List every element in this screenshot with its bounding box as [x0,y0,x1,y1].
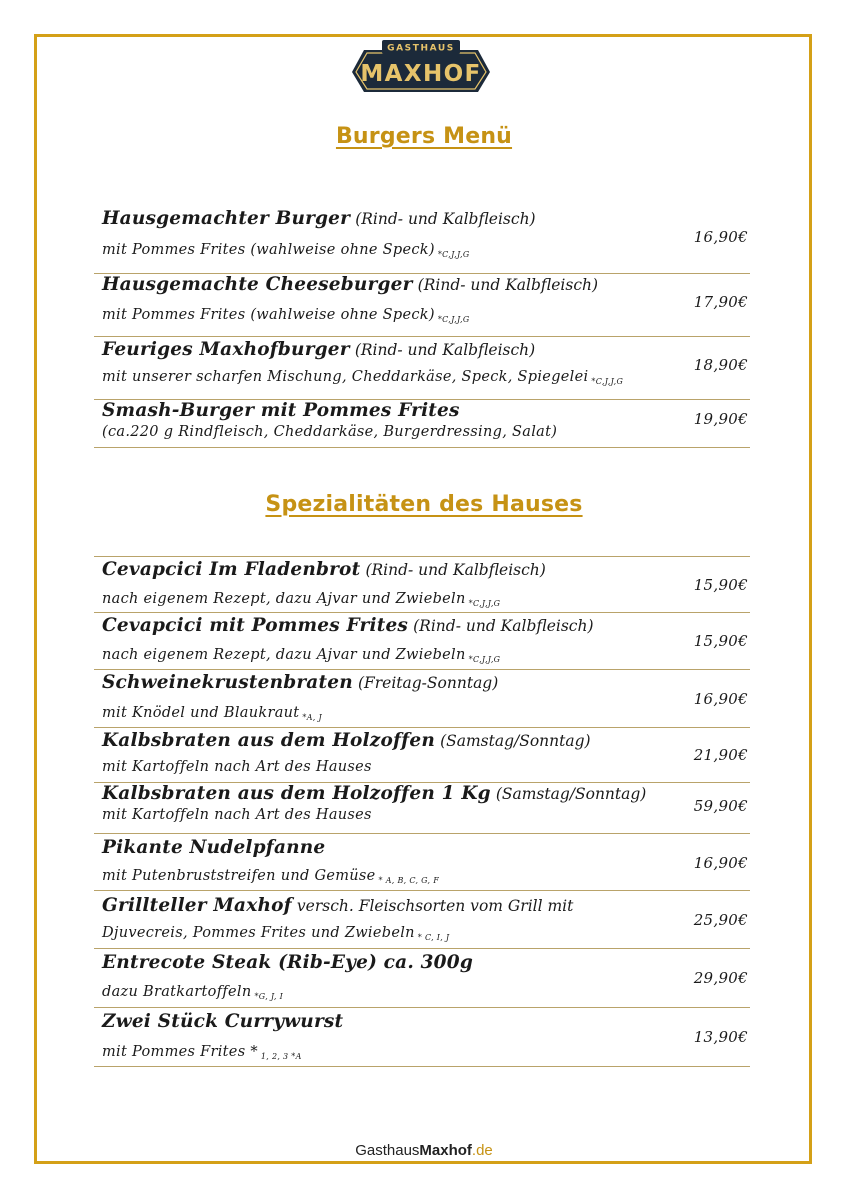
item-description-line [102,647,500,664]
item-description-line [102,759,372,775]
menu-item [94,728,750,783]
item-description-line [102,705,322,722]
item-description: mit Kartoffeln nach Art des Hauses [102,759,372,775]
item-title-line [102,615,594,636]
item-note: (Rind- und Kalbfleisch) [365,561,546,579]
item-price: 21,90€ [693,746,748,764]
item-name: Kalbsbraten aus dem Holzoffen [102,730,435,751]
item-description: mit Knödel und Blaukraut [102,705,300,721]
item-title-line [102,672,498,693]
item-price: 15,90€ [693,576,748,594]
item-allergens: *A, J [302,713,322,722]
item-name: Entrecote Steak (Rib-Eye) ca. 300g [102,952,473,973]
item-name: Pikante Nudelpfanne [102,837,326,858]
item-description: dazu Bratkartoffeln [102,984,252,1000]
item-name: Grillteller Maxhof [102,895,292,916]
item-description: mit Putenbruststreifen und Gemüse [102,868,376,884]
menu-item [94,670,750,728]
menu-item [94,834,750,891]
item-title-line [102,274,598,295]
item-price: 15,90€ [693,632,748,650]
item-price: 25,90€ [693,911,748,929]
menu-item [94,891,750,949]
item-description: mit Pommes Frites * [102,1044,258,1060]
item-description-line [102,369,623,386]
item-note: (Samstag/Sonntag) [440,732,591,750]
item-name: Cevapcici mit Pommes Frites [102,615,409,636]
item-allergens: *C,J,J,G [437,250,470,259]
item-description: mit Pommes Frites (wahlweise ohne Speck) [102,307,435,323]
item-name: Hausgemachte Cheeseburger [102,274,413,295]
item-name: Smash-Burger mit Pommes Frites [102,400,460,421]
footer-tld: .de [471,1142,493,1159]
item-title-line [102,559,546,580]
item-name: Zwei Stück Currywurst [102,1011,344,1032]
website-footer[interactable] [0,1142,848,1159]
item-price: 17,90€ [693,293,748,311]
item-description-line [102,307,470,324]
item-allergens: * A, B, C, G, F [378,876,440,885]
menu-item [94,206,750,274]
menu-item [94,400,750,448]
item-description-line [102,591,500,608]
menu-item [94,783,750,834]
item-title-line [102,400,460,421]
menu-item [94,613,750,670]
item-allergens: *C,J,J,G [591,377,624,386]
footer-gasthaus: Gasthaus [355,1142,420,1159]
item-title-line [102,730,591,751]
item-title-line [102,783,646,804]
item-title-line [102,339,535,360]
item-allergens: *C,J,J,G [437,315,470,324]
item-price: 18,90€ [693,356,748,374]
item-description: nach eigenem Rezept, dazu Ajvar und Zwiebeln [102,647,466,663]
item-title-line [102,952,473,973]
item-description-line [102,984,283,1001]
item-description-line [102,925,449,942]
item-price: 16,90€ [693,690,748,708]
menu-item [94,949,750,1008]
item-description-line [102,807,372,823]
item-price: 29,90€ [693,969,748,987]
item-description-line [102,424,557,440]
item-name: Schweinekrustenbraten [102,672,353,693]
item-note: (Rind- und Kalbfleisch) [354,341,536,359]
item-description: mit Pommes Frites (wahlweise ohne Speck) [102,242,435,258]
item-description: nach eigenem Rezept, dazu Ajvar und Zwiebeln [102,591,466,607]
item-price: 19,90€ [693,410,748,428]
item-title-line [102,1011,343,1032]
item-price: 16,90€ [693,228,748,246]
item-allergens: 1, 2, 3 *A [260,1052,302,1061]
item-title-line [102,895,573,916]
item-description-line [102,242,470,259]
item-description: (ca.220 g Rindfleisch, Cheddarkäse, Burgerdressing, Salat) [102,424,558,440]
maxhof-logo [348,38,494,94]
item-description: mit unserer scharfen Mischung, Cheddarkäse, Speck, Spiegelei [102,369,589,385]
item-allergens: * C, I, J [417,933,450,942]
item-title-line [102,208,536,229]
footer-maxhof: Maxhof [419,1142,472,1159]
item-description: Djuvecreis, Pommes Frites und Zwiebeln [102,925,415,941]
burgers-title: Burgers Menü [335,124,513,149]
item-description-line [102,1044,302,1061]
menu-item [94,274,750,337]
item-allergens: *G, J, I [254,992,284,1001]
item-name: Cevapcici Im Fladenbrot [102,559,361,580]
item-allergens: *C,J,J,G [468,599,501,608]
menu-item [94,337,750,400]
menu-item [94,1008,750,1067]
item-note: (Rind- und Kalbfleisch) [355,210,536,228]
item-name: Hausgemachter Burger [102,208,351,229]
item-description: mit Kartoffeln nach Art des Hauses [102,807,372,823]
menu-item [94,556,750,613]
item-price: 13,90€ [693,1028,748,1046]
item-note: (Rind- und Kalbfleisch) [417,276,599,294]
item-note: (Samstag/Sonntag) [495,785,647,803]
item-note: (Freitag-Sonntag) [357,674,499,692]
item-price: 16,90€ [693,854,748,872]
item-name: Feuriges Maxhofburger [102,339,350,360]
item-note: (Rind- und Kalbfleisch) [413,617,594,635]
svg-text:GASTHAUS: GASTHAUS [387,43,455,54]
item-title-line [102,837,325,858]
specials-menu [94,556,750,1067]
item-description-line [102,868,439,885]
specials-title: Spezialitäten des Hauses [265,492,583,517]
item-note: versch. Fleischsorten vom Grill mit [296,897,574,915]
item-price: 59,90€ [693,797,748,815]
svg-text:MAXHOF: MAXHOF [360,61,482,87]
item-name: Kalbsbraten aus dem Holzoffen 1 Kg [102,783,491,804]
item-allergens: *C,J,J,G [468,655,501,664]
burgers-menu [94,206,750,448]
